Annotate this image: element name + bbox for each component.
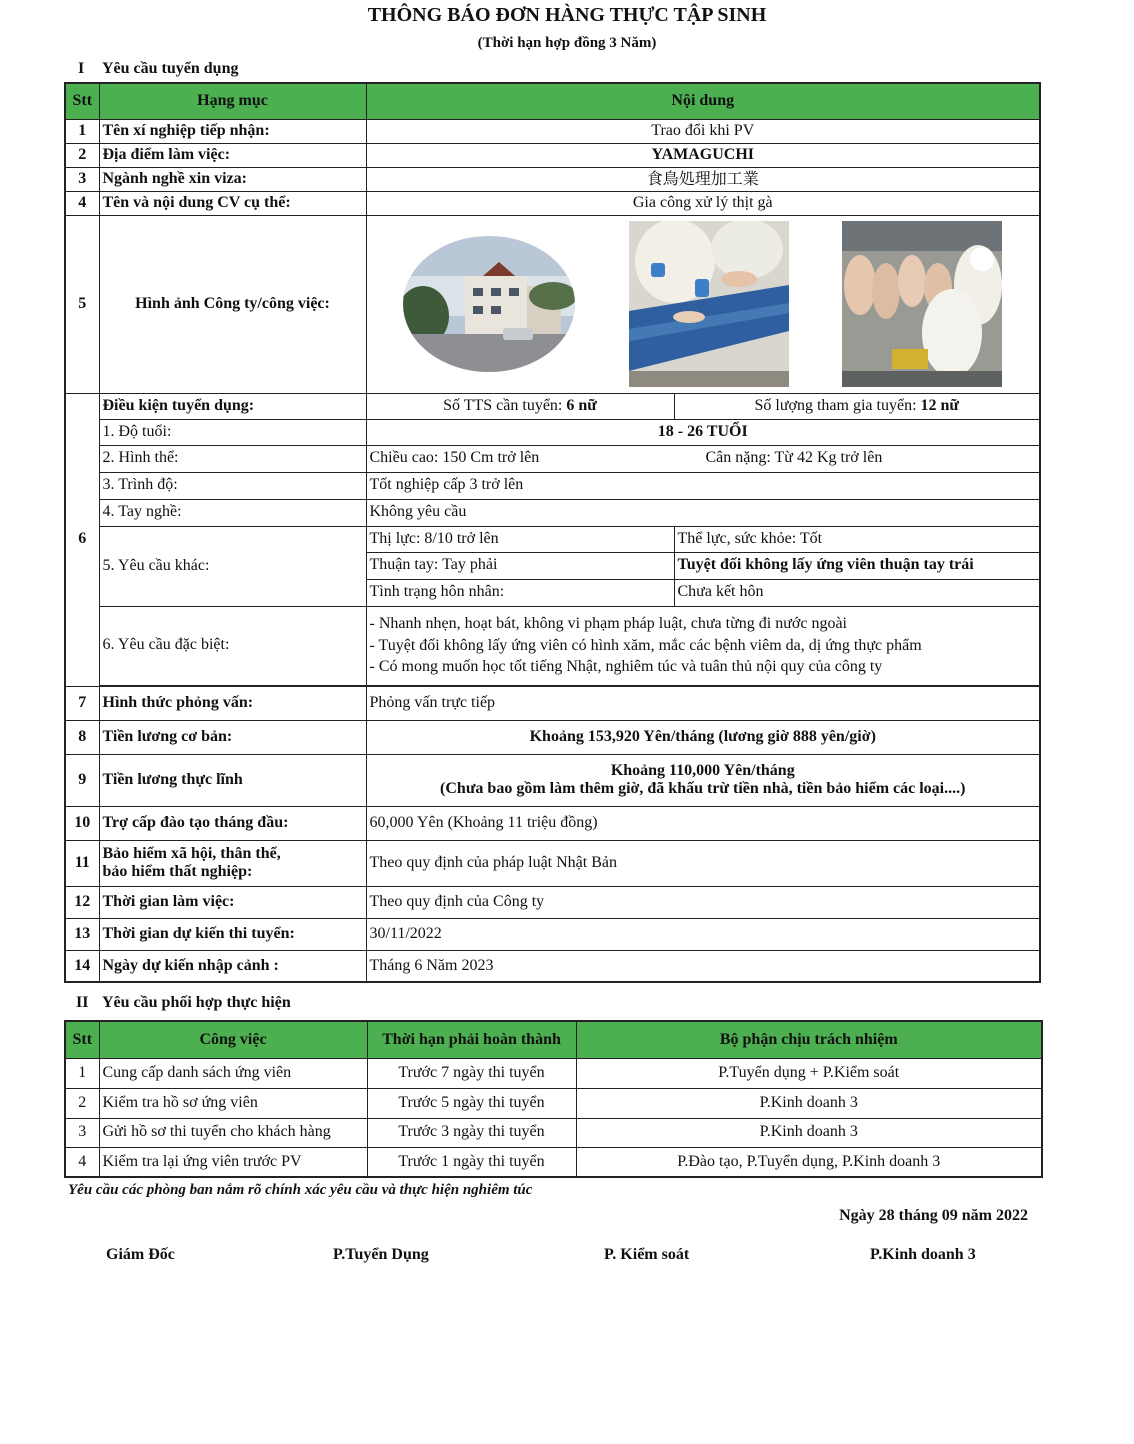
handed-value: Thuận tay: Tay phải [366,552,674,579]
row-stt: 3 [65,1118,99,1147]
quota-label: Số TTS cần tuyển: [443,396,563,414]
special-label: 6. Yêu cầu đặc biệt: [99,606,366,685]
document-subtitle: (Thời hạn hợp đồng 3 Năm) [477,35,657,51]
row-label: Ngày dự kiến nhập cảnh : [99,950,366,982]
section1-heading: Yêu cầu tuyển dụng [102,60,239,77]
row-stt: 5 [65,215,99,393]
row-label: Tên và nội dung CV cụ thể: [99,191,366,215]
work-time-value: Theo quy định của Công ty [366,886,1040,918]
table-header-row [65,1021,1042,1058]
table-row [65,806,1040,840]
row-label: Địa điểm làm việc: [99,143,366,167]
entry-date-value: Tháng 6 Năm 2023 [366,950,1040,982]
row-stt: 11 [65,840,99,886]
marital-value: Chưa kết hôn [674,579,1040,606]
table-row [65,167,1040,191]
row-label: Thời gian làm việc: [99,886,366,918]
health-value: Thể lực, sức khỏe: Tốt [674,526,1040,552]
header-deadline: Thời hạn phải hoàn thành [367,1021,576,1058]
table-row [65,445,1040,472]
skill-label: 4. Tay nghề: [99,499,366,526]
document-title: THÔNG BÁO ĐƠN HÀNG THỰC TẬP SINH [367,4,767,26]
eyesight-value: Thị lực: 8/10 trở lên [366,526,674,552]
deadline: Trước 7 ngày thi tuyển [367,1058,576,1088]
special-line: - Tuyệt đối không lấy ứng viên có hình xăm, mắc các bệnh viêm da, dị ứng thực phẩm [369,636,922,654]
quota-value: 6 nữ [566,396,597,414]
task: Kiểm tra lại ứng viên trước PV [99,1147,367,1177]
exam-date-value: 30/11/2022 [366,918,1040,950]
company-name: Trao đổi khi PV [366,119,1040,143]
header-dept: Bộ phận chịu trách nhiệm [576,1021,1042,1058]
row-stt: 3 [65,167,99,191]
deadline: Trước 1 ngày thi tuyển [367,1147,576,1177]
row-stt: 2 [65,1088,99,1118]
table-row [65,1058,1042,1088]
table-row [65,840,1040,886]
table-row [65,1147,1042,1177]
section1-roman: I [78,60,85,77]
header-stt: Stt [65,1021,99,1058]
row-stt: 1 [65,1058,99,1088]
table-row [65,526,1040,552]
row-label: Hình thức phỏng vấn: [99,686,366,720]
table-row [65,720,1040,754]
row-label: Bảo hiểm xã hội, thân thể, [102,844,281,862]
row-label: Hình ảnh Công ty/công việc: [99,215,366,393]
table-row [65,419,1040,445]
body-label: 2. Hình thể: [99,445,366,472]
row-label: bảo hiểm thất nghiệp: [102,863,253,880]
row-stt: 4 [65,1147,99,1177]
table-row [65,393,1040,419]
table-row [65,950,1040,982]
row-label: Tiền lương cơ bản: [99,720,366,754]
left-handed-restriction: Tuyệt đối không lấy ứng viên thuận tay trái [674,552,1040,579]
table-row [65,686,1040,720]
task: Kiểm tra hồ sơ ứng viên [99,1088,367,1118]
table-row [65,472,1040,499]
table-row [65,754,1040,806]
document-date: Ngày 28 tháng 09 năm 2022 [839,1207,1028,1224]
row-stt: 13 [65,918,99,950]
signature-control: P. Kiểm soát [604,1246,690,1263]
height-requirement: Chiều cao: 150 Cm trở lên [369,449,540,467]
signature-director: Giám Đốc [106,1246,175,1263]
header-item: Hạng mục [99,83,366,119]
row-stt: 1 [65,119,99,143]
row-label: Trợ cấp đào tạo tháng đầu: [99,806,366,840]
section2-roman: II [76,994,89,1011]
department: P.Tuyển dụng + P.Kiểm soát [576,1058,1042,1088]
row-stt: 4 [65,191,99,215]
row-label: Ngành nghề xin viza: [99,167,366,191]
department: P.Kinh doanh 3 [576,1118,1042,1147]
row-stt: 14 [65,950,99,982]
interview-value: Phỏng vấn trực tiếp [366,686,1040,720]
table-row [65,886,1040,918]
row-stt: 7 [65,686,99,720]
signature-sales3: P.Kinh doanh 3 [870,1246,976,1263]
visa-occupation: 食鳥処理加工業 [366,167,1040,191]
task: Cung cấp danh sách ứng viên [99,1058,367,1088]
row-stt: 2 [65,143,99,167]
header-content: Nội dung [366,83,1040,119]
row-label: Thời gian dự kiến thi tuyển: [99,918,366,950]
table-row [65,499,1040,526]
row-stt: 9 [65,754,99,806]
special-line: - Nhanh nhẹn, hoạt bát, không vi phạm pháp luật, chưa từng đi nước ngoài [369,615,847,633]
special-line: - Có mong muốn học tốt tiếng Nhật, nghiêm túc và tuân thủ nội quy của công ty [369,658,883,676]
row-stt: 8 [65,720,99,754]
row-label: Tên xí nghiệp tiếp nhận: [99,119,366,143]
weight-requirement: Cân nặng: Từ 42 Kg trở lên [705,449,883,467]
table-row [65,191,1040,215]
table-row [65,1088,1042,1118]
row-stt: 12 [65,886,99,918]
base-salary-value: Khoảng 153,920 Yên/tháng (lương giờ 888 yên/giờ) [366,720,1040,754]
photo-gallery [367,218,1040,390]
row-label: Tiền lương thực lĩnh [99,754,366,806]
department: P.Kinh doanh 3 [576,1088,1042,1118]
special-requirements [366,606,1040,685]
education-label: 3. Trình độ: [99,472,366,499]
row-stt: 6 [65,393,99,686]
skill-value: Không yêu cầu [366,499,1040,526]
table-row [65,215,1040,393]
allowance-value: 60,000 Yên (Khoảng 11 triệu đồng) [366,806,1040,840]
participants-label: Số lượng tham gia tuyển: [754,396,917,414]
coordination-table [64,1020,1043,1178]
job-description: Gia công xử lý thịt gà [366,191,1040,215]
signature-recruitment: P.Tuyển Dụng [333,1246,429,1263]
conditions-label: Điều kiện tuyển dụng: [99,393,366,419]
table-row [65,119,1040,143]
section2-heading: Yêu cầu phối hợp thực hiện [102,994,291,1011]
header-stt: Stt [65,83,99,119]
table-row [65,1118,1042,1147]
compliance-note: Yêu cầu các phòng ban nắm rõ chính xác yêu cầu và thực hiện nghiêm túc [68,1182,533,1198]
factory-photo-conveyor [629,221,789,387]
education-value: Tốt nghiệp cấp 3 trở lên [366,472,1040,499]
header-task: Công việc [99,1021,367,1058]
work-location: YAMAGUCHI [366,143,1040,167]
other-label: 5. Yêu cầu khác: [99,526,366,606]
marital-label: Tình trạng hôn nhân: [366,579,674,606]
age-label: 1. Độ tuổi: [99,419,366,445]
department: P.Đào tạo, P.Tuyển dụng, P.Kinh doanh 3 [576,1147,1042,1177]
table-row [65,918,1040,950]
deadline: Trước 3 ngày thi tuyển [367,1118,576,1147]
row-stt: 10 [65,806,99,840]
task: Gửi hồ sơ thi tuyển cho khách hàng [99,1118,367,1147]
company-building-photo [403,236,575,372]
table-row [65,606,1040,685]
deadline: Trước 5 ngày thi tuyển [367,1088,576,1118]
insurance-value: Theo quy định của pháp luật Nhật Bản [366,840,1040,886]
net-salary-note: (Chưa bao gồm làm thêm giờ, đã khấu trừ tiền nhà, tiền bảo hiểm các loại....) [440,780,966,797]
table-row [65,143,1040,167]
age-value: 18 - 26 TUỔI [366,419,1040,445]
table-header-row [65,83,1040,119]
net-salary-value: Khoảng 110,000 Yên/tháng [610,761,795,779]
requirements-table [64,82,1041,983]
factory-photo-line [842,221,1002,387]
participants-value: 12 nữ [920,396,960,414]
